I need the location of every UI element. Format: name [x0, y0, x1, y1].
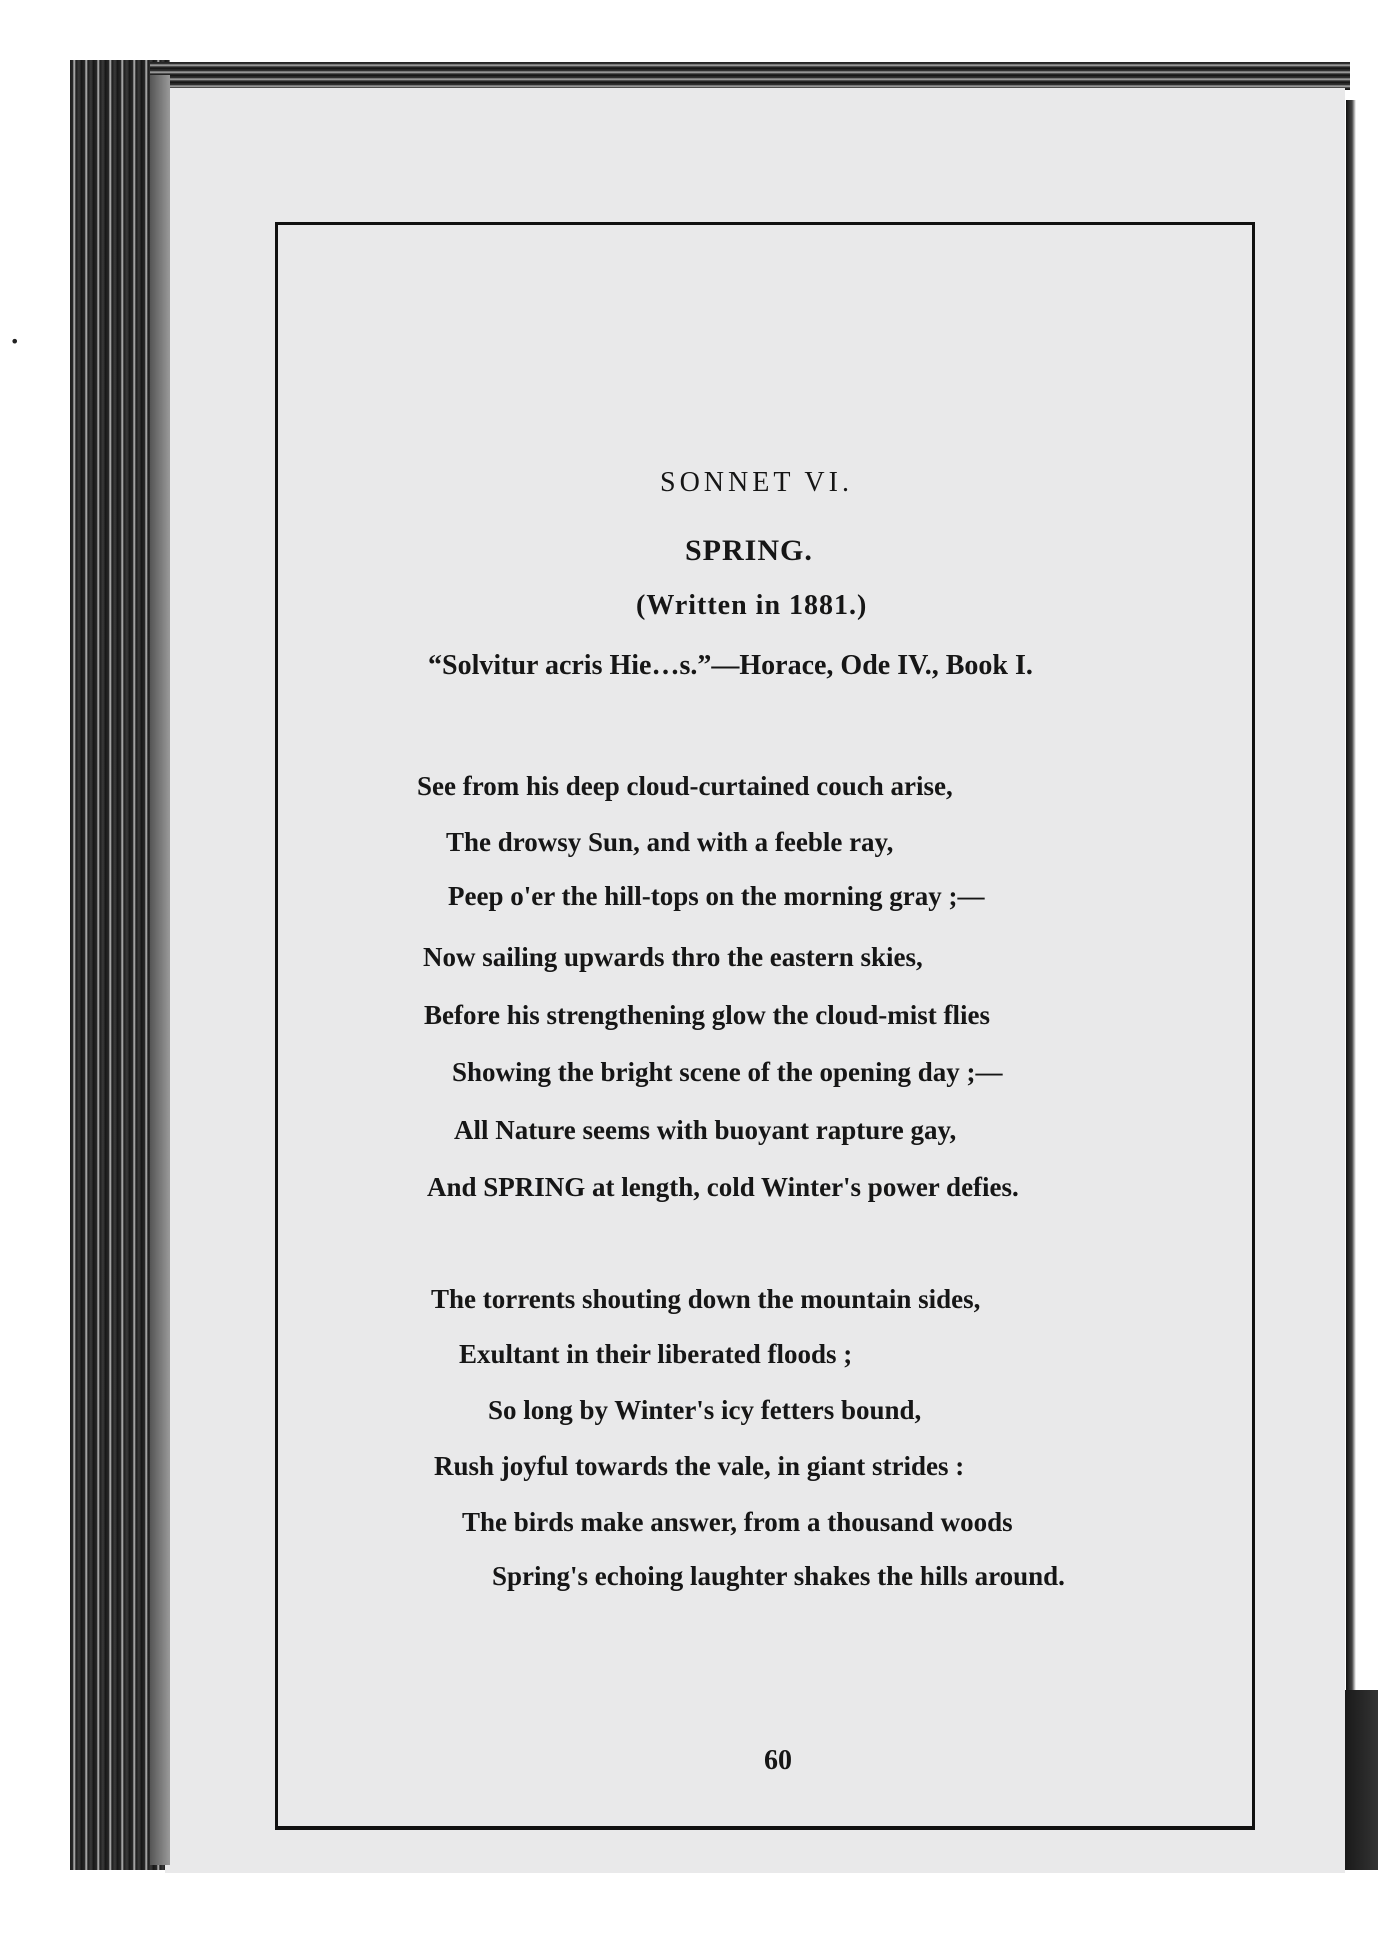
- poem-line: Before his strengthening glow the cloud-mist flies: [424, 1000, 990, 1030]
- page-gutter: [150, 75, 170, 1865]
- poem-line: So long by Winter's icy fetters bound,: [488, 1395, 922, 1425]
- next-page-shadow: [1346, 100, 1356, 1870]
- next-page-corner-shadow: [1345, 1690, 1378, 1870]
- poem-line: And SPRING at length, cold Winter's power defies.: [427, 1172, 1019, 1202]
- epigraph: “Solvitur acris Hie…s.”—Horace, Ode IV., Book I.: [428, 650, 1033, 681]
- poem-line: Now sailing upwards thro the eastern skies,: [423, 942, 923, 972]
- page-top-edge: [150, 62, 1350, 90]
- poem-line: See from his deep cloud-curtained couch arise,: [417, 771, 953, 801]
- poem-line: Peep o'er the hill-tops on the morning gray ;—: [448, 881, 985, 911]
- poem-title: SPRING.: [685, 534, 813, 567]
- poem-line: Exultant in their liberated floods ;: [459, 1339, 853, 1369]
- poem-line: Rush joyful towards the vale, in giant strides :: [434, 1451, 965, 1481]
- scan-speck: •: [10, 332, 20, 351]
- poem-line: The birds make answer, from a thousand woods: [462, 1507, 1013, 1537]
- sonnet-heading: SONNET VI.: [660, 467, 853, 498]
- poem-line: The drowsy Sun, and with a feeble ray,: [446, 827, 894, 857]
- poem-line: Showing the bright scene of the opening day ;—: [452, 1057, 1003, 1087]
- page-number: 60: [764, 1745, 792, 1776]
- poem-line: Spring's echoing laughter shakes the hills around.: [492, 1561, 1065, 1591]
- poem-line: All Nature seems with buoyant rapture gay,: [454, 1115, 957, 1145]
- poem-line: The torrents shouting down the mountain sides,: [431, 1284, 981, 1314]
- written-note: (Written in 1881.): [636, 590, 868, 621]
